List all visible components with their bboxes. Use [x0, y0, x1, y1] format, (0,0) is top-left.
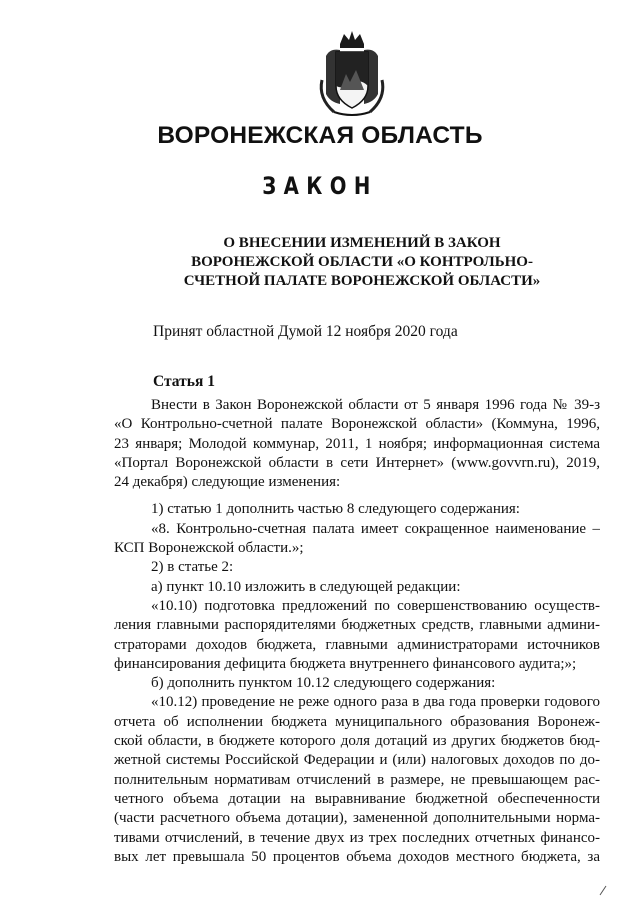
body-line: ской области, в бюджете которого доля дотаций из других бюджетов бюд-	[114, 733, 600, 750]
body-line: 2) в статье 2:	[151, 559, 234, 576]
body-line: «8. Контрольно-счетная палата имеет сокращенное наименование –	[151, 520, 600, 537]
body-line: «Портал Воронежской области в сети Интернет» (www.govvrn.ru), 2019,	[114, 454, 600, 471]
body-line: Внести в Закон Воронежской области от 5 января 1996 года № 39-з	[151, 397, 600, 413]
body-line: тивами отчислений, в течение двух из трех последних отчетных финансо-	[114, 829, 600, 846]
body-line: четного объема дотации на выравнивание бюджетной обеспеченности	[114, 790, 600, 807]
title-line: О ВНЕСЕНИИ ИЗМЕНЕНИЙ В ЗАКОН	[223, 235, 501, 251]
body-line: 1) статью 1 дополнить частью 8 следующего содержания:	[151, 501, 520, 518]
adoption-date: Принят областной Думой 12 ноября 2020 года	[153, 323, 458, 340]
body-line: финансирования дефицита бюджета внутреннего финансового аудита;»;	[114, 655, 577, 672]
article-heading: Статья 1	[153, 373, 215, 390]
body-line: жетной системы Российской Федерации и (или) налоговых доходов по до-	[114, 752, 600, 769]
body-line: «10.12) проведение не реже одного раза в два года проверки годового	[151, 694, 600, 711]
body-line: вых лет превышала 50 процентов объема доходов местного бюджета, за	[114, 848, 600, 865]
body-line: «10.10) подготовка предложений по совершенствованию осуществ-	[151, 597, 600, 614]
article-body	[114, 396, 600, 867]
body-line: «О Контрольно-счетной палате Воронежской области» (Коммуна, 1996,	[114, 416, 600, 433]
body-line: а) пункт 10.10 изложить в следующей редакции:	[151, 578, 461, 595]
body-line: страторами доходов бюджета, главными администраторами источников	[114, 636, 600, 653]
body-line: отчета об исполнении бюджета муниципального образования Воронеж-	[114, 713, 600, 730]
region-name: ВОРОНЕЖСКАЯ ОБЛАСТЬ	[157, 122, 483, 149]
body-line: КСП Воронежской области.»;	[114, 540, 304, 557]
coat-of-arms-icon	[316, 28, 388, 116]
body-line: полнительным нормативам отчислений в размере, не превышающем рас-	[114, 771, 600, 788]
document-type: ЗАКОН	[262, 172, 378, 200]
title-line: СЧЕТНОЙ ПАЛАТЕ ВОРОНЕЖСКОЙ ОБЛАСТИ»	[183, 273, 541, 289]
body-line: 24 декабря) следующие изменения:	[114, 474, 341, 491]
law-title	[112, 234, 612, 291]
scan-mark-icon	[598, 884, 608, 896]
body-line: 23 января; Молодой коммунар, 2011, 1 ноября; информационная система	[114, 435, 600, 452]
title-line: ВОРОНЕЖСКОЙ ОБЛАСТИ «О КОНТРОЛЬНО-	[191, 254, 533, 270]
body-line: (части расчетного объема дотации), замененной дополнительными норма-	[114, 810, 600, 827]
body-line: ления главными распорядителями бюджетных средств, главными админи-	[114, 617, 600, 634]
body-line: б) дополнить пунктом 10.12 следующего содержания:	[151, 675, 496, 692]
